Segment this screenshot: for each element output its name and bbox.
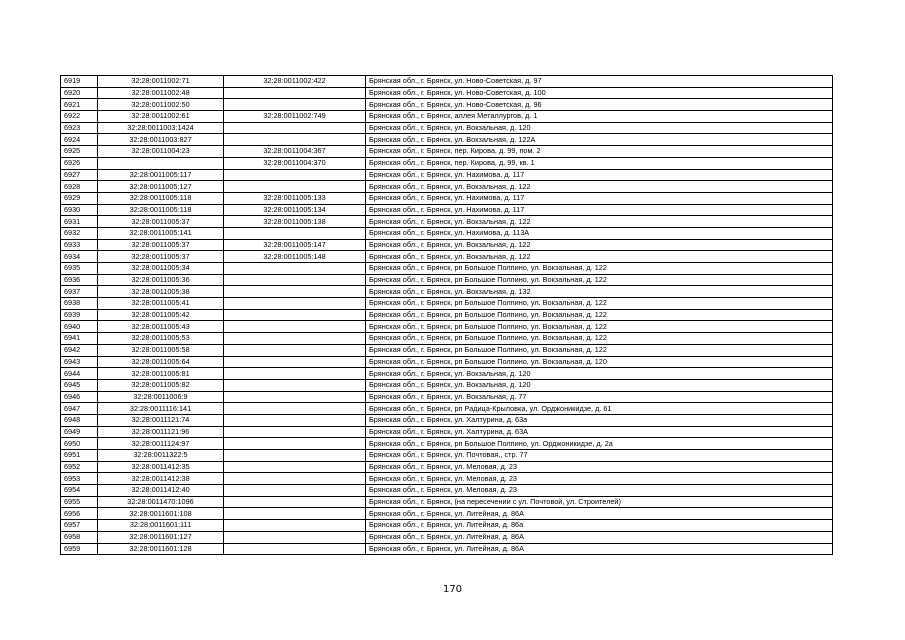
registry-table bbox=[60, 75, 833, 555]
row-number-cell: 6923 bbox=[61, 122, 98, 134]
address-cell: Брянская обл., г. Брянск, ул. Литейная, д. 86А bbox=[366, 508, 833, 520]
row-number-cell: 6950 bbox=[61, 438, 98, 450]
cadastral-number-cell: 32:28:0011005:118 bbox=[98, 192, 224, 204]
cadastral-number-cell: 32:28:0011002:50 bbox=[98, 99, 224, 111]
related-cadastral-number-cell bbox=[224, 426, 366, 438]
related-cadastral-number-cell: 32:28:0011004:367 bbox=[224, 146, 366, 158]
address-cell: Брянская обл., г. Брянск, ул. Вокзальная, д. 122А bbox=[366, 134, 833, 146]
row-number-cell: 6934 bbox=[61, 251, 98, 263]
cadastral-number-cell: 32:28:0011005:53 bbox=[98, 333, 224, 345]
row-number-cell: 6932 bbox=[61, 227, 98, 239]
table-row bbox=[61, 520, 833, 532]
table-row bbox=[61, 181, 833, 193]
row-number-cell: 6957 bbox=[61, 520, 98, 532]
table-row bbox=[61, 146, 833, 158]
cadastral-number-cell: 32:28:0011121:96 bbox=[98, 426, 224, 438]
related-cadastral-number-cell: 32:28:0011005:138 bbox=[224, 216, 366, 228]
cadastral-number-cell: 32:28:0011005:117 bbox=[98, 169, 224, 181]
related-cadastral-number-cell bbox=[224, 473, 366, 485]
row-number-cell: 6931 bbox=[61, 216, 98, 228]
table-row bbox=[61, 309, 833, 321]
address-cell: Брянская обл., г. Брянск, ул. Ново-Советская, д. 96 bbox=[366, 99, 833, 111]
related-cadastral-number-cell bbox=[224, 344, 366, 356]
table-row bbox=[61, 321, 833, 333]
address-cell: Брянская обл., г. Брянск, ул. Нахимова, д. 117 bbox=[366, 204, 833, 216]
row-number-cell: 6941 bbox=[61, 333, 98, 345]
table-row bbox=[61, 169, 833, 181]
cadastral-number-cell: 32:28:0011005:43 bbox=[98, 321, 224, 333]
cadastral-number-cell: 32:28:0011124:97 bbox=[98, 438, 224, 450]
address-cell: Брянская обл., г. Брянск, ул. Вокзальная, д. 120 bbox=[366, 368, 833, 380]
address-cell: Брянская обл., г. Брянск, ул. Вокзальная, д. 122 bbox=[366, 181, 833, 193]
row-number-cell: 6949 bbox=[61, 426, 98, 438]
table-row bbox=[61, 543, 833, 555]
cadastral-number-cell: 32:28:0011412:38 bbox=[98, 473, 224, 485]
related-cadastral-number-cell bbox=[224, 520, 366, 532]
cadastral-number-cell: 32:28:0011003:827 bbox=[98, 134, 224, 146]
related-cadastral-number-cell bbox=[224, 368, 366, 380]
cadastral-number-cell: 32:28:0011005:41 bbox=[98, 298, 224, 310]
cadastral-number-cell: 32:28:0011005:141 bbox=[98, 227, 224, 239]
row-number-cell: 6947 bbox=[61, 403, 98, 415]
related-cadastral-number-cell bbox=[224, 99, 366, 111]
cadastral-number-cell: 32:28:0011005:64 bbox=[98, 356, 224, 368]
table-row bbox=[61, 333, 833, 345]
row-number-cell: 6953 bbox=[61, 473, 98, 485]
table-row bbox=[61, 531, 833, 543]
table-row bbox=[61, 227, 833, 239]
cadastral-number-cell: 32:28:0011005:58 bbox=[98, 344, 224, 356]
row-number-cell: 6948 bbox=[61, 414, 98, 426]
table-row bbox=[61, 134, 833, 146]
related-cadastral-number-cell bbox=[224, 485, 366, 497]
row-number-cell: 6956 bbox=[61, 508, 98, 520]
cadastral-number-cell: 32:28:0011002:48 bbox=[98, 87, 224, 99]
row-number-cell: 6935 bbox=[61, 263, 98, 275]
address-cell: Брянская обл., г. Брянск, ул. Меловая, д. 23 bbox=[366, 473, 833, 485]
related-cadastral-number-cell bbox=[224, 333, 366, 345]
cadastral-number-cell: 32:28:0011003:1424 bbox=[98, 122, 224, 134]
row-number-cell: 6924 bbox=[61, 134, 98, 146]
table-row bbox=[61, 99, 833, 111]
table-row bbox=[61, 157, 833, 169]
address-cell: Брянская обл., г. Брянск, рп Большое Полпино, ул. Вокзальная, д. 120 bbox=[366, 356, 833, 368]
cadastral-number-cell: 32:28:0011005:118 bbox=[98, 204, 224, 216]
cadastral-number-cell: 32:28:0011005:37 bbox=[98, 216, 224, 228]
table-row bbox=[61, 204, 833, 216]
address-cell: Брянская обл., г. Брянск, рп Радица-Крыловка, ул. Орджоникидзе, д. 61 bbox=[366, 403, 833, 415]
address-cell: Брянская обл., г. Брянск, рп Большое Полпино, ул. Вокзальная, д. 122 bbox=[366, 321, 833, 333]
address-cell: Брянская обл., г. Брянск, ул. Халтурина, д. 63А bbox=[366, 426, 833, 438]
table-row bbox=[61, 263, 833, 275]
table-row bbox=[61, 344, 833, 356]
related-cadastral-number-cell bbox=[224, 274, 366, 286]
cadastral-number-cell: 32:28:0011601:108 bbox=[98, 508, 224, 520]
cadastral-number-cell: 32:28:0011601:127 bbox=[98, 531, 224, 543]
row-number-cell: 6933 bbox=[61, 239, 98, 251]
cadastral-number-cell: 32:28:0011121:74 bbox=[98, 414, 224, 426]
table-row bbox=[61, 461, 833, 473]
address-cell: Брянская обл., г. Брянск, ул. Вокзальная, д. 120 bbox=[366, 122, 833, 134]
address-cell: Брянская обл., г. Брянск, аллея Металлургов, д. 1 bbox=[366, 111, 833, 123]
related-cadastral-number-cell bbox=[224, 531, 366, 543]
address-cell: Брянская обл., г. Брянск, ул. Вокзальная, д. 122 bbox=[366, 239, 833, 251]
address-cell: Брянская обл., г. Брянск, ул. Вокзальная, д. 120 bbox=[366, 379, 833, 391]
table-row bbox=[61, 111, 833, 123]
address-cell: Брянская обл., г. Брянск, пер. Кирова, д. 99, кв. 1 bbox=[366, 157, 833, 169]
row-number-cell: 6937 bbox=[61, 286, 98, 298]
related-cadastral-number-cell: 32:28:0011002:422 bbox=[224, 76, 366, 88]
related-cadastral-number-cell bbox=[224, 508, 366, 520]
address-cell: Брянская обл., г. Брянск, рп Большое Полпино, ул. Вокзальная, д. 122 bbox=[366, 333, 833, 345]
cadastral-number-cell: 32:28:0011002:71 bbox=[98, 76, 224, 88]
table-row bbox=[61, 438, 833, 450]
row-number-cell: 6952 bbox=[61, 461, 98, 473]
table-row bbox=[61, 496, 833, 508]
row-number-cell: 6954 bbox=[61, 485, 98, 497]
table-row bbox=[61, 426, 833, 438]
row-number-cell: 6958 bbox=[61, 531, 98, 543]
table-row bbox=[61, 239, 833, 251]
related-cadastral-number-cell bbox=[224, 309, 366, 321]
table-row bbox=[61, 508, 833, 520]
address-cell: Брянская обл., г. Брянск, ул. Нахимова, д. 113А bbox=[366, 227, 833, 239]
address-cell: Брянская обл., г. Брянск, ул. Литейная, д. 86А bbox=[366, 531, 833, 543]
row-number-cell: 6943 bbox=[61, 356, 98, 368]
row-number-cell: 6930 bbox=[61, 204, 98, 216]
address-cell: Брянская обл., г. Брянск, ул. Меловая, д. 23 bbox=[366, 461, 833, 473]
cadastral-number-cell: 32:28:0011005:37 bbox=[98, 251, 224, 263]
cadastral-number-cell: 32:28:0011005:36 bbox=[98, 274, 224, 286]
address-cell: Брянская обл., г. Брянск, ул. Меловая, д. 23 bbox=[366, 485, 833, 497]
address-cell: Брянская обл., г. Брянск, рп Большое Полпино, ул. Вокзальная, д. 122 bbox=[366, 298, 833, 310]
address-cell: Брянская обл., г. Брянск, (на пересечении с ул. Почтовой, ул. Строителей) bbox=[366, 496, 833, 508]
page-number: 170 bbox=[442, 584, 463, 595]
row-number-cell: 6921 bbox=[61, 99, 98, 111]
address-cell: Брянская обл., г. Брянск, ул. Вокзальная, д. 77 bbox=[366, 391, 833, 403]
address-cell: Брянская обл., г. Брянск, ул. Нахимова, д. 117 bbox=[366, 169, 833, 181]
row-number-cell: 6938 bbox=[61, 298, 98, 310]
address-cell: Брянская обл., г. Брянск, пер. Кирова, д. 99, пом. 2 bbox=[366, 146, 833, 158]
cadastral-number-cell: 32:28:0011412:40 bbox=[98, 485, 224, 497]
address-cell: Брянская обл., г. Брянск, ул. Халтурина, д. 63а bbox=[366, 414, 833, 426]
related-cadastral-number-cell: 32:28:0011005:133 bbox=[224, 192, 366, 204]
cadastral-number-cell: 32:28:0011005:38 bbox=[98, 286, 224, 298]
row-number-cell: 6936 bbox=[61, 274, 98, 286]
row-number-cell: 6944 bbox=[61, 368, 98, 380]
related-cadastral-number-cell bbox=[224, 227, 366, 239]
row-number-cell: 6927 bbox=[61, 169, 98, 181]
related-cadastral-number-cell: 32:28:0011002:749 bbox=[224, 111, 366, 123]
row-number-cell: 6939 bbox=[61, 309, 98, 321]
row-number-cell: 6928 bbox=[61, 181, 98, 193]
row-number-cell: 6940 bbox=[61, 321, 98, 333]
registry-table-body bbox=[61, 76, 833, 555]
address-cell: Брянская обл., г. Брянск, ул. Ново-Советская, д. 100 bbox=[366, 87, 833, 99]
table-row bbox=[61, 368, 833, 380]
row-number-cell: 6926 bbox=[61, 157, 98, 169]
table-row bbox=[61, 87, 833, 99]
related-cadastral-number-cell bbox=[224, 122, 366, 134]
cadastral-number-cell: 32:28:0011002:61 bbox=[98, 111, 224, 123]
related-cadastral-number-cell bbox=[224, 496, 366, 508]
address-cell: Брянская обл., г. Брянск, ул. Вокзальная, д. 132 bbox=[366, 286, 833, 298]
table-row bbox=[61, 122, 833, 134]
address-cell: Брянская обл., г. Брянск, рп Большое Полпино, ул. Вокзальная, д. 122 bbox=[366, 263, 833, 275]
related-cadastral-number-cell bbox=[224, 286, 366, 298]
address-cell: Брянская обл., г. Брянск, ул. Ново-Советская, д. 97 bbox=[366, 76, 833, 88]
related-cadastral-number-cell bbox=[224, 321, 366, 333]
related-cadastral-number-cell bbox=[224, 403, 366, 415]
table-row bbox=[61, 76, 833, 88]
row-number-cell: 6925 bbox=[61, 146, 98, 158]
related-cadastral-number-cell bbox=[224, 450, 366, 462]
related-cadastral-number-cell bbox=[224, 298, 366, 310]
table-row bbox=[61, 379, 833, 391]
related-cadastral-number-cell bbox=[224, 543, 366, 555]
table-row bbox=[61, 251, 833, 263]
row-number-cell: 6922 bbox=[61, 111, 98, 123]
row-number-cell: 6959 bbox=[61, 543, 98, 555]
address-cell: Брянская обл., г. Брянск, ул. Нахимова, д. 117 bbox=[366, 192, 833, 204]
table-row bbox=[61, 473, 833, 485]
related-cadastral-number-cell bbox=[224, 263, 366, 275]
related-cadastral-number-cell bbox=[224, 356, 366, 368]
address-cell: Брянская обл., г. Брянск, рп Большое Полпино, ул. Вокзальная, д. 122 bbox=[366, 274, 833, 286]
cadastral-number-cell: 32:28:0011412:35 bbox=[98, 461, 224, 473]
cadastral-number-cell: 32:28:0011006:9 bbox=[98, 391, 224, 403]
cadastral-number-cell: 32:28:0011601:111 bbox=[98, 520, 224, 532]
cadastral-number-cell: 32:28:0011470:1096 bbox=[98, 496, 224, 508]
table-row bbox=[61, 192, 833, 204]
row-number-cell: 6942 bbox=[61, 344, 98, 356]
cadastral-number-cell: 32:28:0011005:127 bbox=[98, 181, 224, 193]
related-cadastral-number-cell: 32:28:0011004:370 bbox=[224, 157, 366, 169]
cadastral-number-cell: 32:28:0011004:23 bbox=[98, 146, 224, 158]
cadastral-number-cell: 32:28:0011005:82 bbox=[98, 379, 224, 391]
cadastral-number-cell bbox=[98, 157, 224, 169]
related-cadastral-number-cell bbox=[224, 181, 366, 193]
cadastral-number-cell: 32:28:0011005:42 bbox=[98, 309, 224, 321]
address-cell: Брянская обл., г. Брянск, рп Большое Полпино, ул. Вокзальная, д. 122 bbox=[366, 309, 833, 321]
related-cadastral-number-cell: 32:28:0011005:134 bbox=[224, 204, 366, 216]
related-cadastral-number-cell bbox=[224, 87, 366, 99]
related-cadastral-number-cell bbox=[224, 414, 366, 426]
cadastral-number-cell: 32:28:0011116:141 bbox=[98, 403, 224, 415]
table-row bbox=[61, 216, 833, 228]
row-number-cell: 6919 bbox=[61, 76, 98, 88]
row-number-cell: 6946 bbox=[61, 391, 98, 403]
row-number-cell: 6929 bbox=[61, 192, 98, 204]
row-number-cell: 6955 bbox=[61, 496, 98, 508]
table-row bbox=[61, 485, 833, 497]
table-row bbox=[61, 274, 833, 286]
cadastral-number-cell: 32:28:0011601:128 bbox=[98, 543, 224, 555]
related-cadastral-number-cell bbox=[224, 391, 366, 403]
address-cell: Брянская обл., г. Брянск, ул. Почтовая,, стр. 77 bbox=[366, 450, 833, 462]
table-row bbox=[61, 450, 833, 462]
related-cadastral-number-cell bbox=[224, 438, 366, 450]
address-cell: Брянская обл., г. Брянск, ул. Вокзальная, д. 122 bbox=[366, 251, 833, 263]
related-cadastral-number-cell bbox=[224, 169, 366, 181]
row-number-cell: 6945 bbox=[61, 379, 98, 391]
address-cell: Брянская обл., г. Брянск, рп Большое Полпино, ул. Вокзальная, д. 122 bbox=[366, 344, 833, 356]
table-row bbox=[61, 414, 833, 426]
table-row bbox=[61, 298, 833, 310]
address-cell: Брянская обл., г. Брянск, ул. Вокзальная, д. 122 bbox=[366, 216, 833, 228]
row-number-cell: 6951 bbox=[61, 450, 98, 462]
table-row bbox=[61, 391, 833, 403]
cadastral-number-cell: 32:28:0011322:5 bbox=[98, 450, 224, 462]
table-row bbox=[61, 403, 833, 415]
related-cadastral-number-cell bbox=[224, 379, 366, 391]
related-cadastral-number-cell bbox=[224, 134, 366, 146]
cadastral-number-cell: 32:28:0011005:34 bbox=[98, 263, 224, 275]
related-cadastral-number-cell bbox=[224, 461, 366, 473]
related-cadastral-number-cell: 32:28:0011005:148 bbox=[224, 251, 366, 263]
cadastral-number-cell: 32:28:0011005:81 bbox=[98, 368, 224, 380]
address-cell: Брянская обл., г. Брянск, рп Большое Полпино, ул. Орджоникидзе, д. 2а bbox=[366, 438, 833, 450]
cadastral-number-cell: 32:28:0011005:37 bbox=[98, 239, 224, 251]
address-cell: Брянская обл., г. Брянск, ул. Литейная, д. 86А bbox=[366, 543, 833, 555]
table-row bbox=[61, 286, 833, 298]
table-row bbox=[61, 356, 833, 368]
row-number-cell: 6920 bbox=[61, 87, 98, 99]
related-cadastral-number-cell: 32:28:0011005:147 bbox=[224, 239, 366, 251]
address-cell: Брянская обл., г. Брянск, ул. Литейная, д. 86а bbox=[366, 520, 833, 532]
